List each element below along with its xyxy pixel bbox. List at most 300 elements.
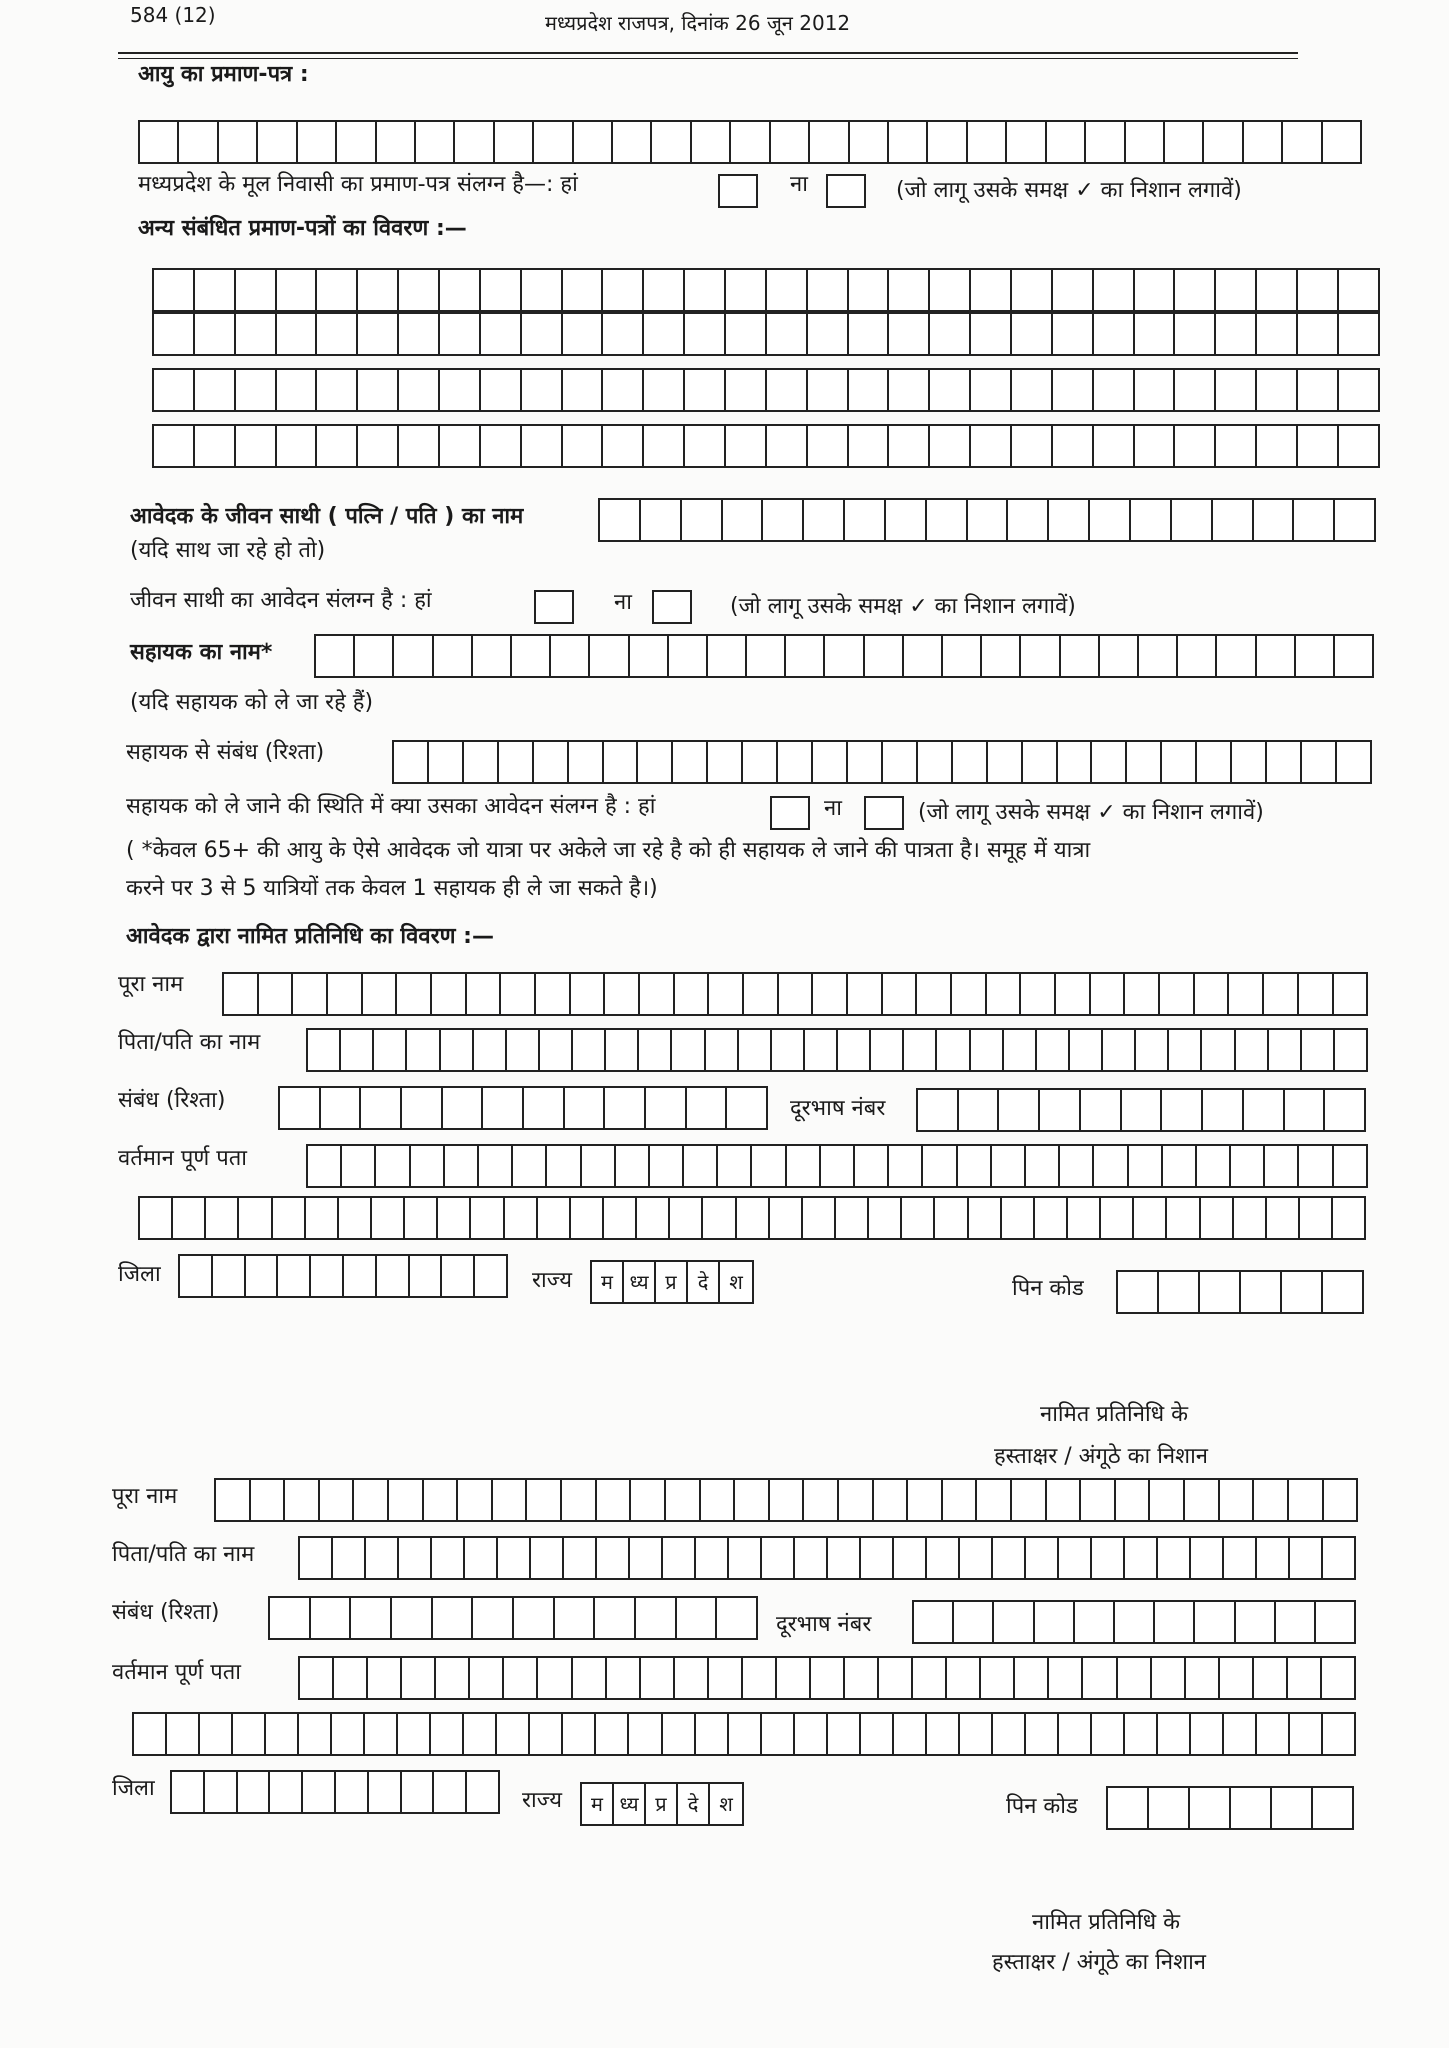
char-box[interactable] xyxy=(1125,974,1160,1014)
char-box[interactable] xyxy=(971,1030,1004,1070)
char-box[interactable] xyxy=(1257,370,1298,410)
char-box[interactable] xyxy=(321,1088,362,1128)
char-box[interactable] xyxy=(1298,270,1339,310)
char-box[interactable] xyxy=(767,270,808,310)
char-box[interactable] xyxy=(1200,1272,1241,1312)
char-box[interactable] xyxy=(670,1198,703,1238)
char-box[interactable] xyxy=(582,1146,616,1186)
char-box[interactable] xyxy=(195,370,236,410)
char-box[interactable] xyxy=(311,1256,344,1296)
char-box[interactable] xyxy=(1267,1198,1300,1238)
char-box[interactable] xyxy=(1334,1146,1366,1186)
char-box[interactable] xyxy=(894,1714,927,1754)
char-box[interactable] xyxy=(696,1538,729,1578)
char-box[interactable] xyxy=(918,742,953,782)
char-box[interactable] xyxy=(219,122,258,162)
char-box[interactable] xyxy=(563,370,604,410)
char-box[interactable] xyxy=(1229,974,1264,1014)
char-box[interactable] xyxy=(473,1598,514,1638)
char-box[interactable] xyxy=(930,314,971,354)
char-box[interactable] xyxy=(369,1772,402,1812)
char-box[interactable] xyxy=(865,636,904,676)
char-box[interactable] xyxy=(1163,1146,1197,1186)
char-box[interactable] xyxy=(836,1198,869,1238)
char-box[interactable] xyxy=(605,974,640,1014)
char-box[interactable] xyxy=(1053,426,1094,466)
char-box[interactable] xyxy=(1296,636,1335,676)
char-box[interactable] xyxy=(969,1198,1002,1238)
char-box[interactable] xyxy=(1004,1030,1037,1070)
char-box[interactable] xyxy=(726,314,767,354)
char-box[interactable] xyxy=(636,1598,677,1638)
char-box[interactable] xyxy=(767,370,808,410)
char-box[interactable] xyxy=(195,314,236,354)
char-box[interactable] xyxy=(499,742,534,782)
char-box[interactable] xyxy=(366,1538,399,1578)
char-box[interactable] xyxy=(432,974,467,1014)
char-box[interactable] xyxy=(481,314,522,354)
char-box[interactable] xyxy=(278,1256,311,1296)
char-box[interactable] xyxy=(1116,1480,1151,1520)
char-box[interactable] xyxy=(470,1658,504,1698)
char-box[interactable] xyxy=(239,1198,272,1238)
char-box[interactable] xyxy=(233,1714,266,1754)
char-box[interactable] xyxy=(1012,270,1053,310)
char-box[interactable] xyxy=(927,1714,960,1754)
char-box[interactable] xyxy=(154,270,195,310)
char-box[interactable] xyxy=(465,1538,498,1578)
char-box[interactable] xyxy=(224,974,259,1014)
char-box[interactable] xyxy=(402,1658,436,1698)
char-box[interactable] xyxy=(786,636,825,676)
char-box[interactable] xyxy=(669,636,708,676)
char-box[interactable] xyxy=(1213,500,1254,540)
char-box[interactable] xyxy=(1058,742,1093,782)
char-box[interactable] xyxy=(889,270,930,310)
char-box[interactable] xyxy=(440,426,481,466)
other-certs-row-2[interactable] xyxy=(152,312,1380,356)
char-box[interactable] xyxy=(1135,314,1176,354)
char-box[interactable] xyxy=(1122,1090,1163,1130)
char-box[interactable] xyxy=(299,1714,332,1754)
char-box[interactable] xyxy=(154,426,195,466)
char-box[interactable] xyxy=(154,314,195,354)
char-box[interactable] xyxy=(394,636,433,676)
char-box[interactable] xyxy=(767,314,808,354)
nominee2-father-field[interactable] xyxy=(298,1536,1356,1580)
char-box[interactable] xyxy=(1323,1538,1354,1578)
char-box[interactable] xyxy=(374,1030,407,1070)
char-box[interactable] xyxy=(140,122,179,162)
char-box[interactable] xyxy=(300,1538,333,1578)
char-box[interactable] xyxy=(666,1480,701,1520)
char-box[interactable] xyxy=(1335,636,1372,676)
char-box[interactable] xyxy=(1257,314,1298,354)
char-box[interactable] xyxy=(644,314,685,354)
char-box[interactable] xyxy=(1339,370,1378,410)
char-box[interactable] xyxy=(270,1598,311,1638)
char-box[interactable] xyxy=(631,1480,666,1520)
nominee1-district-field[interactable] xyxy=(178,1254,508,1298)
char-box[interactable] xyxy=(445,1146,479,1186)
char-box[interactable] xyxy=(424,1480,459,1520)
char-box[interactable] xyxy=(1220,1658,1254,1698)
char-box[interactable] xyxy=(879,1658,913,1698)
char-box[interactable] xyxy=(1094,426,1135,466)
char-box[interactable] xyxy=(407,1030,440,1070)
char-box[interactable] xyxy=(953,742,988,782)
char-box[interactable] xyxy=(1152,1658,1186,1698)
char-box[interactable] xyxy=(855,1146,889,1186)
char-box[interactable] xyxy=(1325,1090,1364,1130)
char-box[interactable] xyxy=(479,1146,513,1186)
nominee1-pin-field[interactable] xyxy=(1116,1270,1364,1314)
char-box[interactable] xyxy=(1289,1480,1324,1520)
char-box[interactable] xyxy=(306,1198,339,1238)
char-box[interactable] xyxy=(1094,314,1135,354)
char-box[interactable] xyxy=(440,314,481,354)
char-box[interactable] xyxy=(1257,1538,1290,1578)
char-box[interactable] xyxy=(1294,500,1335,540)
char-box[interactable] xyxy=(365,1714,398,1754)
char-box[interactable] xyxy=(1231,1788,1272,1828)
char-box[interactable] xyxy=(650,1146,684,1186)
char-box[interactable] xyxy=(889,370,930,410)
char-box[interactable] xyxy=(397,974,432,1014)
char-box[interactable] xyxy=(507,1030,540,1070)
char-box[interactable] xyxy=(277,426,318,466)
char-box[interactable] xyxy=(540,1030,573,1070)
char-box[interactable] xyxy=(1103,1030,1136,1070)
char-box[interactable] xyxy=(1290,1538,1323,1578)
char-box[interactable] xyxy=(682,500,723,540)
char-box[interactable] xyxy=(440,270,481,310)
char-box[interactable] xyxy=(1047,122,1086,162)
char-box[interactable] xyxy=(1217,636,1256,676)
char-box[interactable] xyxy=(1283,122,1322,162)
char-box[interactable] xyxy=(772,1030,805,1070)
nominee2-address-field-2[interactable] xyxy=(132,1712,1356,1756)
char-box[interactable] xyxy=(573,1030,606,1070)
char-box[interactable] xyxy=(432,1538,465,1578)
char-box[interactable] xyxy=(1264,974,1299,1014)
char-box[interactable] xyxy=(441,1030,474,1070)
char-box[interactable] xyxy=(1053,270,1094,310)
char-box[interactable] xyxy=(308,1030,341,1070)
char-box[interactable] xyxy=(1313,1788,1352,1828)
char-box[interactable] xyxy=(399,314,440,354)
domicile-yes-checkbox[interactable] xyxy=(718,174,758,208)
char-box[interactable] xyxy=(811,1658,845,1698)
char-box[interactable] xyxy=(1339,314,1378,354)
char-box[interactable] xyxy=(849,426,890,466)
char-box[interactable] xyxy=(1299,1146,1333,1186)
char-box[interactable] xyxy=(737,1198,770,1238)
char-box[interactable] xyxy=(442,1256,475,1296)
char-box[interactable] xyxy=(1269,1030,1302,1070)
char-box[interactable] xyxy=(960,1538,993,1578)
char-box[interactable] xyxy=(303,1772,336,1812)
char-box[interactable] xyxy=(1323,1272,1362,1312)
char-box[interactable] xyxy=(483,1088,524,1128)
char-box[interactable] xyxy=(1070,1030,1103,1070)
char-box[interactable] xyxy=(1220,1480,1255,1520)
char-box[interactable] xyxy=(641,1658,675,1698)
helper-relation-field[interactable] xyxy=(392,740,1372,784)
char-box[interactable] xyxy=(1257,426,1298,466)
char-box[interactable] xyxy=(918,1090,959,1130)
char-box[interactable] xyxy=(1026,1146,1060,1186)
char-box[interactable] xyxy=(574,122,613,162)
char-box[interactable] xyxy=(726,270,767,310)
char-box[interactable] xyxy=(1129,1146,1163,1186)
char-box[interactable] xyxy=(1290,1714,1323,1754)
char-box[interactable] xyxy=(825,636,864,676)
char-box[interactable] xyxy=(845,1658,879,1698)
char-box[interactable] xyxy=(1236,1602,1276,1642)
char-box[interactable] xyxy=(339,1198,372,1238)
char-box[interactable] xyxy=(630,636,669,676)
char-box[interactable] xyxy=(1335,500,1374,540)
spouse-name-field[interactable] xyxy=(598,498,1376,542)
char-box[interactable] xyxy=(804,500,845,540)
char-box[interactable] xyxy=(726,426,767,466)
char-box[interactable] xyxy=(971,370,1012,410)
char-box[interactable] xyxy=(747,636,786,676)
char-box[interactable] xyxy=(1302,1030,1335,1070)
char-box[interactable] xyxy=(473,636,512,676)
char-box[interactable] xyxy=(1002,1198,1035,1238)
char-box[interactable] xyxy=(927,1538,960,1578)
char-box[interactable] xyxy=(1075,1602,1115,1642)
char-box[interactable] xyxy=(731,122,770,162)
nominee2-pin-field[interactable] xyxy=(1106,1786,1354,1830)
char-box[interactable] xyxy=(498,1538,531,1578)
char-box[interactable] xyxy=(1195,974,1230,1014)
char-box[interactable] xyxy=(1134,1198,1167,1238)
char-box[interactable] xyxy=(1316,1602,1354,1642)
char-box[interactable] xyxy=(438,1198,471,1238)
char-box[interactable] xyxy=(481,370,522,410)
char-box[interactable] xyxy=(971,314,1012,354)
char-box[interactable] xyxy=(363,974,398,1014)
char-box[interactable] xyxy=(850,122,889,162)
char-box[interactable] xyxy=(1202,1030,1235,1070)
age-proof-field[interactable] xyxy=(138,120,1362,164)
char-box[interactable] xyxy=(1012,314,1053,354)
char-box[interactable] xyxy=(497,1714,530,1754)
char-box[interactable] xyxy=(1265,1146,1299,1186)
char-box[interactable] xyxy=(869,1198,902,1238)
char-box[interactable] xyxy=(1236,1030,1269,1070)
char-box[interactable] xyxy=(613,122,652,162)
char-box[interactable] xyxy=(1254,500,1295,540)
char-box[interactable] xyxy=(805,1030,838,1070)
char-box[interactable] xyxy=(673,742,708,782)
char-box[interactable] xyxy=(1216,370,1257,410)
char-box[interactable] xyxy=(259,974,294,1014)
nominee2-phone-field[interactable] xyxy=(912,1600,1356,1644)
char-box[interactable] xyxy=(810,122,849,162)
char-box[interactable] xyxy=(763,500,804,540)
char-box[interactable] xyxy=(402,1772,435,1812)
char-box[interactable] xyxy=(1007,122,1046,162)
char-box[interactable] xyxy=(1094,270,1135,310)
char-box[interactable] xyxy=(717,1598,756,1638)
char-box[interactable] xyxy=(389,1480,424,1520)
char-box[interactable] xyxy=(443,1088,484,1128)
char-box[interactable] xyxy=(908,1480,943,1520)
char-box[interactable] xyxy=(1298,314,1339,354)
char-box[interactable] xyxy=(536,974,571,1014)
char-box[interactable] xyxy=(861,1714,894,1754)
char-box[interactable] xyxy=(471,1198,504,1238)
char-box[interactable] xyxy=(1015,1658,1049,1698)
char-box[interactable] xyxy=(1231,1146,1265,1186)
char-box[interactable] xyxy=(927,500,968,540)
char-box[interactable] xyxy=(1094,1146,1128,1186)
char-box[interactable] xyxy=(743,742,778,782)
nominee2-address-field-1[interactable] xyxy=(298,1656,1356,1700)
char-box[interactable] xyxy=(1081,1480,1116,1520)
char-box[interactable] xyxy=(1053,314,1094,354)
char-box[interactable] xyxy=(959,1090,1000,1130)
char-box[interactable] xyxy=(1285,1090,1326,1130)
char-box[interactable] xyxy=(808,426,849,466)
char-box[interactable] xyxy=(744,974,779,1014)
char-box[interactable] xyxy=(1059,1538,1092,1578)
char-box[interactable] xyxy=(1118,1272,1159,1312)
char-box[interactable] xyxy=(467,1772,498,1812)
char-box[interactable] xyxy=(474,1030,507,1070)
char-box[interactable] xyxy=(1158,1538,1191,1578)
char-box[interactable] xyxy=(1322,1658,1354,1698)
char-box[interactable] xyxy=(342,1146,376,1186)
char-box[interactable] xyxy=(351,1598,392,1638)
char-box[interactable] xyxy=(1190,1788,1231,1828)
char-box[interactable] xyxy=(639,1030,672,1070)
char-box[interactable] xyxy=(590,636,629,676)
char-box[interactable] xyxy=(308,1146,342,1186)
char-box[interactable] xyxy=(1185,1480,1220,1520)
char-box[interactable] xyxy=(512,636,551,676)
char-box[interactable] xyxy=(706,1030,739,1070)
char-box[interactable] xyxy=(1081,1090,1122,1130)
char-box[interactable] xyxy=(709,974,744,1014)
char-box[interactable] xyxy=(1136,1030,1169,1070)
char-box[interactable] xyxy=(871,1030,904,1070)
char-box[interactable] xyxy=(604,1198,637,1238)
char-box[interactable] xyxy=(954,1602,994,1642)
char-box[interactable] xyxy=(692,122,731,162)
char-box[interactable] xyxy=(514,1598,555,1638)
char-box[interactable] xyxy=(1056,974,1091,1014)
char-box[interactable] xyxy=(1125,1538,1158,1578)
char-box[interactable] xyxy=(1135,426,1176,466)
char-box[interactable] xyxy=(317,270,358,310)
char-box[interactable] xyxy=(280,1088,321,1128)
char-box[interactable] xyxy=(685,270,726,310)
char-box[interactable] xyxy=(358,370,399,410)
char-box[interactable] xyxy=(675,1658,709,1698)
char-box[interactable] xyxy=(883,742,918,782)
char-box[interactable] xyxy=(277,314,318,354)
char-box[interactable] xyxy=(538,1658,572,1698)
char-box[interactable] xyxy=(935,1198,968,1238)
char-box[interactable] xyxy=(1276,1602,1316,1642)
char-box[interactable] xyxy=(1021,974,1056,1014)
char-box[interactable] xyxy=(605,1088,646,1128)
other-certs-row-3[interactable] xyxy=(152,368,1380,412)
char-box[interactable] xyxy=(937,1030,970,1070)
char-box[interactable] xyxy=(180,1256,213,1296)
char-box[interactable] xyxy=(1047,1480,1082,1520)
char-box[interactable] xyxy=(531,1538,564,1578)
char-box[interactable] xyxy=(709,1658,743,1698)
char-box[interactable] xyxy=(1160,974,1195,1014)
char-box[interactable] xyxy=(795,1714,828,1754)
char-box[interactable] xyxy=(1094,370,1135,410)
char-box[interactable] xyxy=(596,1714,629,1754)
char-box[interactable] xyxy=(708,742,743,782)
char-box[interactable] xyxy=(440,370,481,410)
char-box[interactable] xyxy=(399,1538,432,1578)
char-box[interactable] xyxy=(332,1714,365,1754)
helper-yes-checkbox[interactable] xyxy=(770,796,810,830)
char-box[interactable] xyxy=(889,426,930,466)
domicile-no-checkbox[interactable] xyxy=(826,174,866,208)
char-box[interactable] xyxy=(1299,974,1334,1014)
char-box[interactable] xyxy=(1323,122,1360,162)
char-box[interactable] xyxy=(917,974,952,1014)
char-box[interactable] xyxy=(1282,1272,1323,1312)
char-box[interactable] xyxy=(1244,122,1283,162)
char-box[interactable] xyxy=(405,1198,438,1238)
char-box[interactable] xyxy=(1026,1538,1059,1578)
char-box[interactable] xyxy=(172,1772,205,1812)
char-box[interactable] xyxy=(1092,1538,1125,1578)
char-box[interactable] xyxy=(475,1256,506,1296)
char-box[interactable] xyxy=(358,314,399,354)
char-box[interactable] xyxy=(727,1088,766,1128)
char-box[interactable] xyxy=(495,122,534,162)
char-box[interactable] xyxy=(828,1714,861,1754)
char-box[interactable] xyxy=(640,974,675,1014)
char-box[interactable] xyxy=(960,1714,993,1754)
char-box[interactable] xyxy=(1125,1714,1158,1754)
char-box[interactable] xyxy=(982,636,1021,676)
spouse-yes-checkbox[interactable] xyxy=(534,590,574,624)
char-box[interactable] xyxy=(813,974,848,1014)
char-box[interactable] xyxy=(1035,1602,1075,1642)
char-box[interactable] xyxy=(597,1538,630,1578)
char-box[interactable] xyxy=(703,1198,736,1238)
char-box[interactable] xyxy=(1241,1272,1282,1312)
char-box[interactable] xyxy=(547,1146,581,1186)
char-box[interactable] xyxy=(958,1146,992,1186)
char-box[interactable] xyxy=(743,1658,777,1698)
char-box[interactable] xyxy=(527,1480,562,1520)
nominee1-father-field[interactable] xyxy=(306,1028,1368,1072)
char-box[interactable] xyxy=(848,974,883,1014)
char-box[interactable] xyxy=(808,370,849,410)
char-box[interactable] xyxy=(994,1602,1034,1642)
char-box[interactable] xyxy=(821,1146,855,1186)
char-box[interactable] xyxy=(377,1256,410,1296)
char-box[interactable] xyxy=(1175,370,1216,410)
char-box[interactable] xyxy=(808,270,849,310)
char-box[interactable] xyxy=(1232,742,1267,782)
